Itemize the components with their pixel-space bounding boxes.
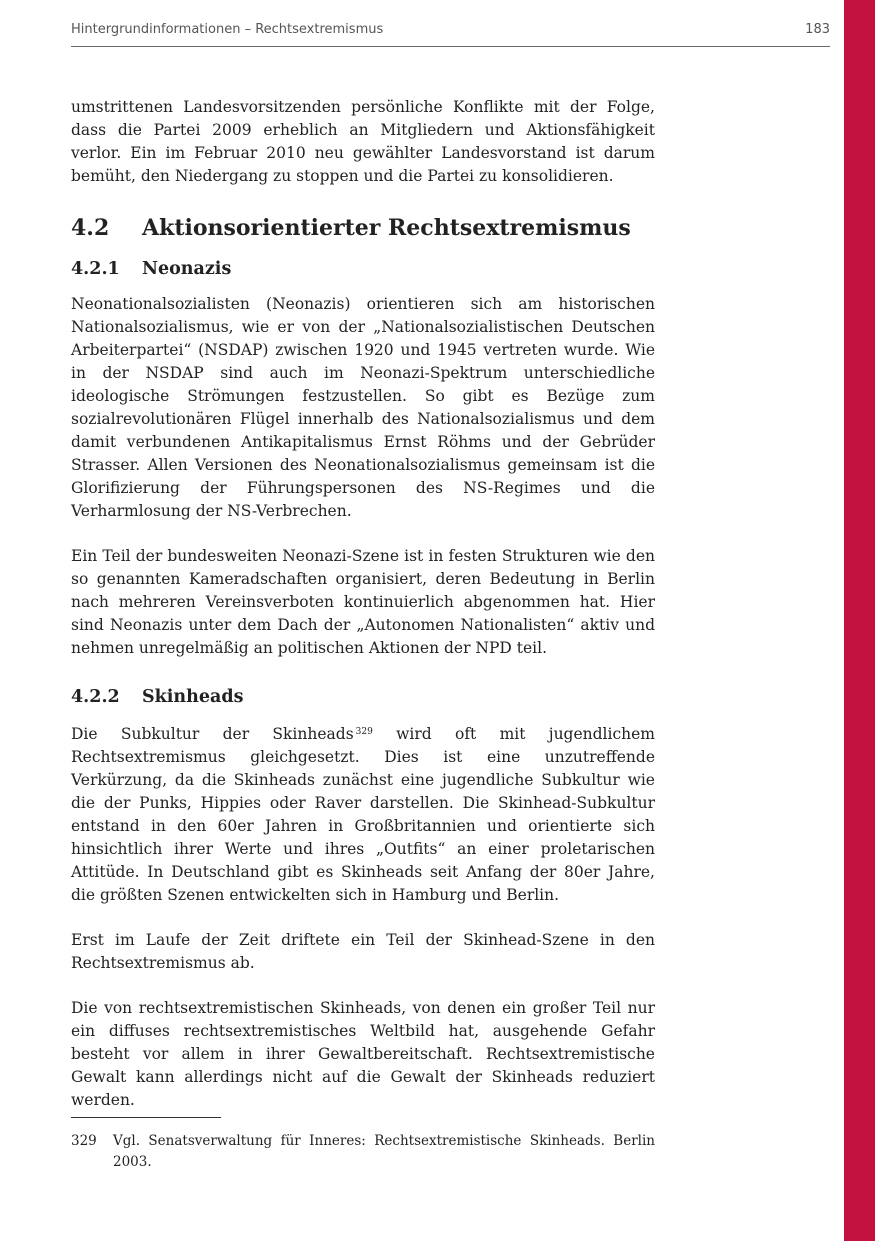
footnote-rule [71,1117,221,1118]
header-rule [71,46,830,47]
skinheads-paragraph-2: Erst im Laufe der Zeit driftete ein Teil der Skinhead-Szene in den Rechtsextremismus ab. [71,931,655,972]
page-body [71,96,655,1134]
skinheads-paragraph-3: Die von rechtsextremistischen Skinheads, von denen ein großer Teil nur ein diffuses rechtsextremistisches Weltbild hat, ausgehende Gefahr besteht vor allem in ihrer Gewaltbereitschaft. Rechtsextremistische Gewalt kann allerdings nicht auf die Gewalt der Skinheads reduziert werden. [71,999,655,1109]
section-heading-4-2 [71,213,655,243]
skinheads-paragraph-1 [71,723,655,907]
subsection-number: 4.2.2 [71,687,120,707]
skinheads-p1-rest: wird oft mit jugendlichem Rechtsextremismus gleichgesetzt. Dies ist eine unzutreffende Verkürzung, da die Skinheads zunächst eine jugendliche Subkultur wie die der Punks, Hippies oder Raver darstellen. Die Skinhead-Subkultur entstand in den 60er Jahren in Großbritannien und orientierte sich hinsichtlich ihrer Werte und ihres „Outfits“ an einer proletarischen Attitüde. In Deutschland gibt es Skinheads seit Anfang der 80er Jahre, die größten Szenen entwickelten sich in Hamburg und Berlin. [71,725,655,904]
footnote-reference[interactable]: 329 [355,727,373,737]
footnote-text: Vgl. Senatsverwaltung für Inneres: Rechtsextremistische Skinheads. Berlin 2003. [113,1133,655,1170]
page-number: 183 [805,22,830,37]
subsection-title: Skinheads [142,687,244,707]
section-heading-4-2-2 [71,685,655,709]
running-title: Hintergrundinformationen – Rechtsextremismus [71,22,384,37]
skinheads-p1-start: Die Subkultur der Skinheads [71,725,354,743]
footnote-number: 329 [71,1133,97,1149]
footnote [71,1131,655,1173]
neonazis-paragraph-1: Neonationalsozialisten (Neonazis) orientieren sich am historischen Nationalsozialismus, wie er von der „Nationalsozialistischen Deutschen Arbeiterpartei“ (NSDAP) zwischen 1920 und 1945 vertreten wurde. Wie in der NSDAP sind auch im Neonazi-Spektrum unterschiedliche ideologische Strömungen festzustellen. So gibt es Bezüge zum sozialrevolutionären Flügel innerhalb des Nationalsozialismus und dem damit verbundenen Antikapitalismus Ernst Röhms und der Gebrüder Strasser. Allen Versionen des Neonationalsozialismus gemeinsam ist die Glorifizierung der Führungspersonen des NS-Regimes und die Verharmlosung der NS-Verbrechen. [71,295,655,520]
subsection-number: 4.2.1 [71,259,120,279]
subsection-title: Neonazis [142,259,232,279]
section-heading-4-2-1 [71,257,655,281]
intro-paragraph: umstrittenen Landesvorsitzenden persönliche Konflikte mit der Folge, dass die Partei 2009 erheblich an Mitgliedern und Aktionsfähigkeit verlor. Ein im Februar 2010 neu gewählter Landesvorstand ist darum bemüht, den Niedergang zu stoppen und die Partei zu konsolidieren. [71,98,655,185]
section-title: Aktionsorientierter Rechtsextremismus [142,215,631,241]
side-color-bar [844,0,875,1241]
section-number: 4.2 [71,215,110,241]
running-header [71,22,830,37]
neonazis-paragraph-2: Ein Teil der bundesweiten Neonazi-Szene ist in festen Strukturen wie den so genannten Kameradschaften organisiert, deren Bedeutung in Berlin nach mehreren Vereinsverboten kontinuierlich abgenommen hat. Hier sind Neonazis unter dem Dach der „Autonomen Nationalisten“ aktiv und nehmen unregelmäßig an politischen Aktionen der NPD teil. [71,547,655,657]
